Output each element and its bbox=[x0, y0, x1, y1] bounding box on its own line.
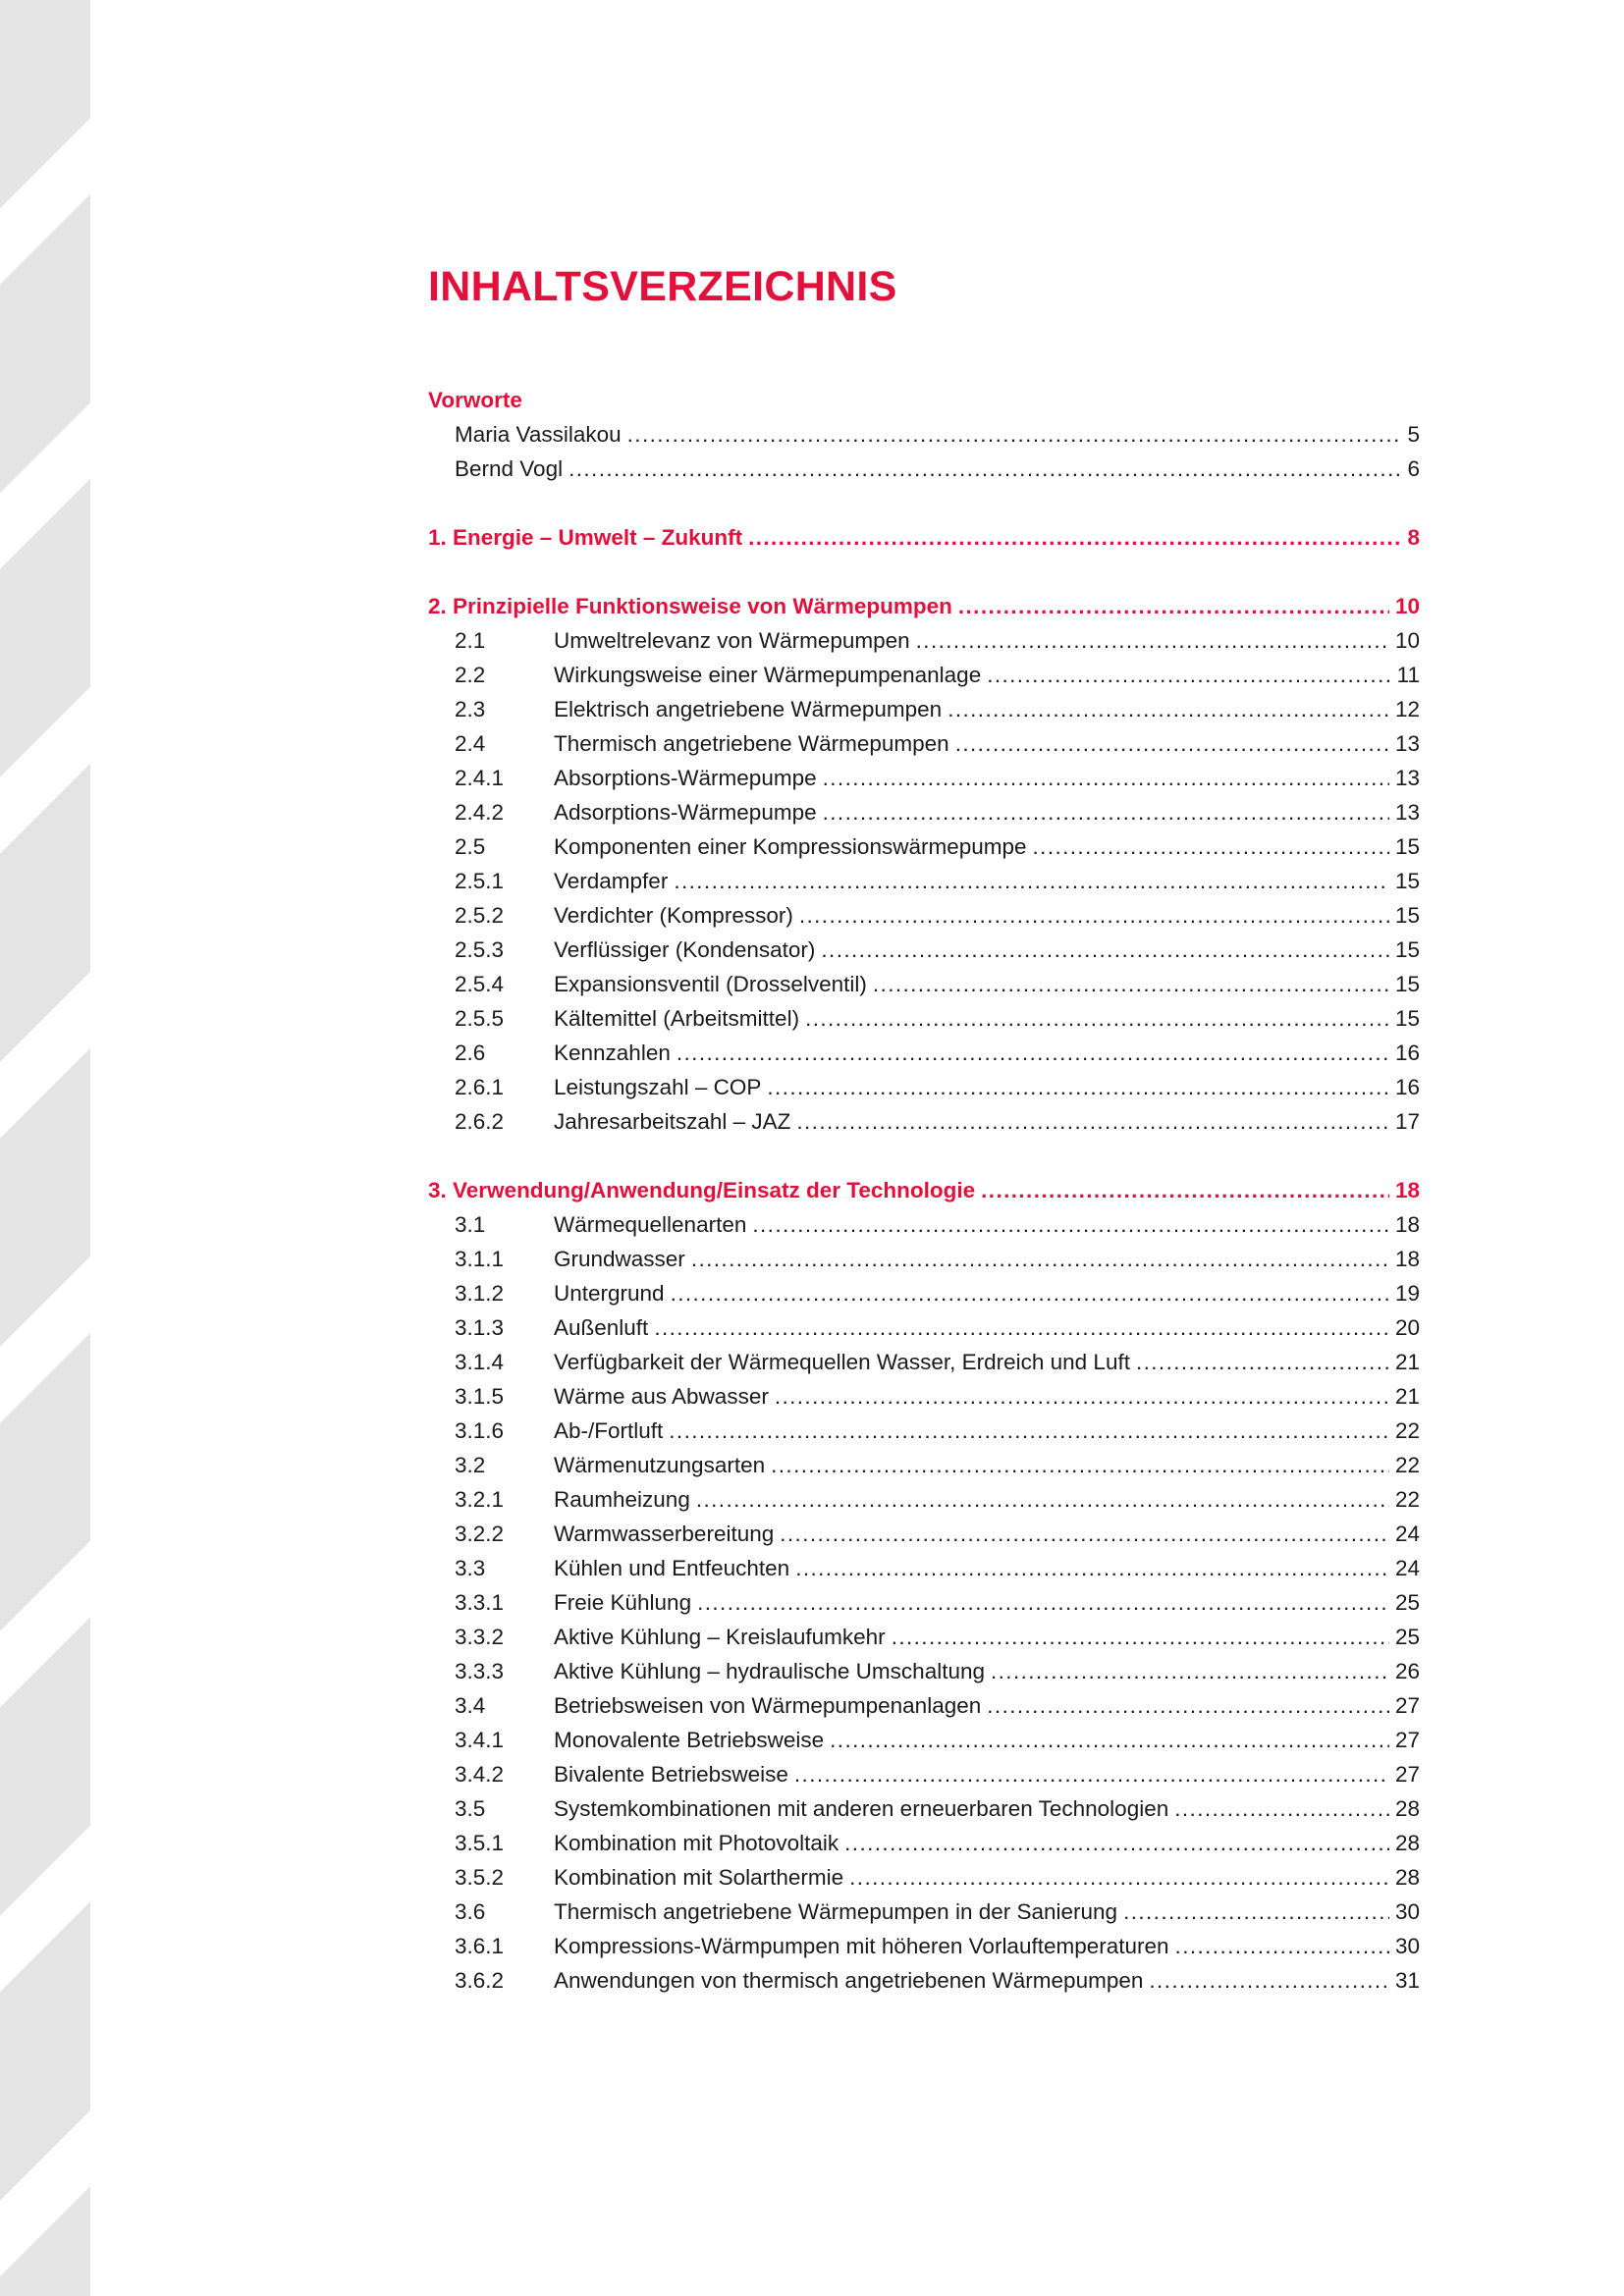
dot-leader bbox=[696, 1482, 1389, 1517]
toc-entry[interactable] bbox=[428, 1517, 1420, 1551]
dot-leader bbox=[823, 795, 1389, 829]
entry-number: 2.6 bbox=[455, 1041, 486, 1065]
entry-number: 2.4.2 bbox=[455, 800, 505, 825]
toc-entry[interactable] bbox=[428, 1276, 1420, 1310]
dot-leader bbox=[771, 1448, 1389, 1482]
toc-entry[interactable] bbox=[428, 1929, 1420, 1963]
entry-number: 2.5.5 bbox=[455, 1006, 505, 1031]
toc-entry[interactable] bbox=[428, 864, 1420, 898]
entry-label: Betriebsweisen von Wärmepumpenanlagen bbox=[554, 1693, 982, 1718]
dot-leader bbox=[671, 1276, 1389, 1310]
entry-number: 3.1 bbox=[455, 1212, 486, 1237]
entry-number: 3.6 bbox=[455, 1899, 486, 1924]
entry-label: Warmwasserbereitung bbox=[554, 1522, 775, 1546]
entry-number: 3.4.2 bbox=[455, 1762, 505, 1787]
entry-page-number: 28 bbox=[1394, 1831, 1420, 1855]
section-page-number: 8 bbox=[1407, 525, 1420, 550]
entry-page-number: 30 bbox=[1394, 1899, 1420, 1924]
entry-number: 3.6.1 bbox=[455, 1934, 505, 1958]
dot-leader bbox=[849, 1860, 1389, 1895]
entry-page-number: 13 bbox=[1394, 800, 1420, 825]
dot-leader bbox=[1136, 1345, 1389, 1379]
toc-entry[interactable] bbox=[428, 692, 1420, 726]
toc-entry[interactable] bbox=[428, 1723, 1420, 1757]
toc-entry[interactable] bbox=[428, 1207, 1420, 1242]
entry-page-number: 20 bbox=[1394, 1315, 1420, 1340]
entry-label: Komponenten einer Kompressionswärmepumpe bbox=[554, 834, 1027, 859]
section-page-number: 10 bbox=[1394, 594, 1420, 618]
entry-number: 2.3 bbox=[455, 697, 486, 721]
entry-label: Jahresarbeitszahl – JAZ bbox=[554, 1109, 791, 1134]
entry-page-number: 13 bbox=[1394, 731, 1420, 756]
dot-leader bbox=[677, 1036, 1389, 1070]
toc-entry-foreword[interactable] bbox=[428, 417, 1420, 452]
entry-label: Absorptions-Wärmepumpe bbox=[554, 766, 817, 790]
entry-page-number: 24 bbox=[1394, 1556, 1420, 1580]
toc-entry[interactable] bbox=[428, 898, 1420, 933]
entry-number: 2.1 bbox=[455, 628, 486, 653]
toc-entry[interactable] bbox=[428, 1036, 1420, 1070]
entry-label: Aktive Kühlung – hydraulische Umschaltung bbox=[554, 1659, 985, 1683]
entry-label: Adsorptions-Wärmepumpe bbox=[554, 800, 817, 825]
entry-number: 2.5 bbox=[455, 834, 486, 859]
toc-entry-foreword[interactable] bbox=[428, 452, 1420, 486]
entry-label: Expansionsventil (Drosselventil) bbox=[554, 972, 867, 996]
toc-entry[interactable] bbox=[428, 1070, 1420, 1104]
toc-section-heading[interactable] bbox=[428, 1173, 1420, 1207]
entry-page-number: 27 bbox=[1394, 1693, 1420, 1718]
entry-number: 3.2.1 bbox=[455, 1487, 505, 1512]
entry-page-number: 28 bbox=[1394, 1796, 1420, 1821]
entry-number: 3.1.1 bbox=[455, 1247, 505, 1271]
entry-number: 2.2 bbox=[455, 663, 486, 687]
entry-label: Kennzahlen bbox=[554, 1041, 671, 1065]
entry-page-number: 13 bbox=[1394, 766, 1420, 790]
entry-page-number: 27 bbox=[1394, 1728, 1420, 1752]
entry-number: 2.4.1 bbox=[455, 766, 505, 790]
entry-number: 2.5.2 bbox=[455, 903, 505, 928]
dot-leader bbox=[1174, 1791, 1389, 1826]
entry-label: Kombination mit Photovoltaik bbox=[554, 1831, 839, 1855]
entry-label: Verfügbarkeit der Wärmequellen Wasser, Erdreich und Luft bbox=[554, 1350, 1130, 1374]
toc-entry[interactable] bbox=[428, 623, 1420, 658]
table-of-contents bbox=[428, 383, 1420, 1998]
vorworte-list bbox=[428, 417, 1420, 486]
entry-label: Maria Vassilakou bbox=[455, 422, 622, 447]
dot-leader bbox=[991, 1654, 1389, 1688]
dot-leader bbox=[1123, 1895, 1389, 1929]
entry-label: Kombination mit Solarthermie bbox=[554, 1865, 844, 1890]
dot-leader bbox=[821, 933, 1389, 967]
entry-label: Wärme aus Abwasser bbox=[554, 1384, 769, 1409]
vorworte-heading-label: Vorworte bbox=[428, 388, 522, 412]
entry-label: Wirkungsweise einer Wärmepumpenanlage bbox=[554, 663, 982, 687]
vorworte-heading[interactable] bbox=[428, 383, 1420, 417]
dot-leader bbox=[873, 967, 1389, 1001]
entry-number: 2.6.2 bbox=[455, 1109, 505, 1134]
entry-label: Freie Kühlung bbox=[554, 1590, 692, 1615]
dot-leader bbox=[627, 417, 1400, 452]
entry-label: Außenluft bbox=[554, 1315, 649, 1340]
entry-label: Raumheizung bbox=[554, 1487, 690, 1512]
dot-leader bbox=[669, 1414, 1389, 1448]
entry-page-number: 18 bbox=[1394, 1212, 1420, 1237]
entry-number: 3.1.2 bbox=[455, 1281, 505, 1306]
toc-entry[interactable] bbox=[428, 1791, 1420, 1826]
entry-label: Elektrisch angetriebene Wärmepumpen bbox=[554, 697, 943, 721]
decorative-stripe-band bbox=[0, 0, 90, 2296]
entry-page-number: 15 bbox=[1394, 869, 1420, 893]
dot-leader bbox=[752, 1207, 1389, 1242]
entry-number: 3.6.2 bbox=[455, 1968, 505, 1993]
toc-entry[interactable] bbox=[428, 1757, 1420, 1791]
entry-number: 2.5.4 bbox=[455, 972, 505, 996]
entry-page-number: 12 bbox=[1394, 697, 1420, 721]
entry-label: Bivalente Betriebsweise bbox=[554, 1762, 788, 1787]
entry-page-number: 15 bbox=[1394, 903, 1420, 928]
toc-entry[interactable] bbox=[428, 1482, 1420, 1517]
toc-entry[interactable] bbox=[428, 829, 1420, 864]
entry-label: Thermisch angetriebene Wärmepumpen bbox=[554, 731, 949, 756]
entry-label: Kompressions-Wärmpumpen mit höheren Vorlauftemperaturen bbox=[554, 1934, 1169, 1958]
toc-entry[interactable] bbox=[428, 1895, 1420, 1929]
entry-page-number: 22 bbox=[1394, 1418, 1420, 1443]
entry-number: 2.4 bbox=[455, 731, 486, 756]
entry-page-number: 16 bbox=[1394, 1041, 1420, 1065]
toc-entry[interactable] bbox=[428, 1585, 1420, 1620]
entry-number: 3.5.2 bbox=[455, 1865, 505, 1890]
section-label: 2. Prinzipielle Funktionsweise von Wärmepumpen bbox=[428, 594, 952, 618]
entry-page-number: 25 bbox=[1394, 1590, 1420, 1615]
sections-list bbox=[428, 520, 1420, 1998]
entry-number: 3.5 bbox=[455, 1796, 486, 1821]
entry-label: Leistungszahl – COP bbox=[554, 1075, 762, 1099]
entry-number: 3.4.1 bbox=[455, 1728, 505, 1752]
dot-leader bbox=[799, 898, 1389, 933]
entry-number: 2.5.3 bbox=[455, 937, 505, 962]
toc-entry[interactable] bbox=[428, 726, 1420, 761]
dot-leader bbox=[823, 761, 1389, 795]
toc-entry[interactable] bbox=[428, 1414, 1420, 1448]
dot-leader bbox=[654, 1310, 1389, 1345]
toc-entry[interactable] bbox=[428, 1860, 1420, 1895]
entry-page-number: 30 bbox=[1394, 1934, 1420, 1958]
entry-page-number: 10 bbox=[1394, 628, 1420, 653]
dot-leader bbox=[805, 1001, 1389, 1036]
toc-entry[interactable] bbox=[428, 795, 1420, 829]
entry-number: 3.3.2 bbox=[455, 1625, 505, 1649]
entry-number: 3.3.1 bbox=[455, 1590, 505, 1615]
entry-label: Kältemittel (Arbeitsmittel) bbox=[554, 1006, 800, 1031]
entry-label: Umweltrelevanz von Wärmepumpen bbox=[554, 628, 910, 653]
toc-entry[interactable] bbox=[428, 1654, 1420, 1688]
dot-leader bbox=[1175, 1929, 1389, 1963]
entry-number: 3.5.1 bbox=[455, 1831, 505, 1855]
entry-page-number: 15 bbox=[1394, 972, 1420, 996]
entry-label: Wärmenutzungsarten bbox=[554, 1453, 766, 1477]
entry-page-number: 31 bbox=[1394, 1968, 1420, 1993]
dot-leader bbox=[767, 1070, 1389, 1104]
entry-label: Monovalente Betriebsweise bbox=[554, 1728, 825, 1752]
entry-page-number: 5 bbox=[1407, 422, 1420, 447]
entry-label: Kühlen und Entfeuchten bbox=[554, 1556, 790, 1580]
dot-leader bbox=[775, 1379, 1389, 1414]
dot-leader bbox=[947, 692, 1389, 726]
dot-leader bbox=[830, 1723, 1389, 1757]
dot-leader bbox=[1033, 829, 1389, 864]
dot-leader bbox=[795, 1551, 1389, 1585]
dot-leader bbox=[674, 864, 1389, 898]
entry-label: Thermisch angetriebene Wärmepumpen in der Sanierung bbox=[554, 1899, 1118, 1924]
dot-leader bbox=[697, 1585, 1389, 1620]
dot-leader bbox=[748, 520, 1400, 555]
entry-number: 3.3 bbox=[455, 1556, 486, 1580]
section-label: 1. Energie – Umwelt – Zukunft bbox=[428, 525, 743, 550]
entry-number: 2.6.1 bbox=[455, 1075, 505, 1099]
dot-leader bbox=[794, 1757, 1389, 1791]
entry-page-number: 19 bbox=[1394, 1281, 1420, 1306]
entry-page-number: 24 bbox=[1394, 1522, 1420, 1546]
entry-page-number: 22 bbox=[1394, 1453, 1420, 1477]
dot-leader bbox=[844, 1826, 1389, 1860]
entry-page-number: 15 bbox=[1394, 1006, 1420, 1031]
entry-page-number: 26 bbox=[1394, 1659, 1420, 1683]
entry-page-number: 28 bbox=[1394, 1865, 1420, 1890]
toc-entry[interactable] bbox=[428, 1963, 1420, 1998]
entry-page-number: 25 bbox=[1394, 1625, 1420, 1649]
entry-page-number: 18 bbox=[1394, 1247, 1420, 1271]
toc-entry[interactable] bbox=[428, 967, 1420, 1001]
entry-number: 3.4 bbox=[455, 1693, 486, 1718]
entry-label: Verdampfer bbox=[554, 869, 669, 893]
entry-number: 3.3.3 bbox=[455, 1659, 505, 1683]
entry-page-number: 21 bbox=[1394, 1350, 1420, 1374]
entry-page-number: 6 bbox=[1407, 456, 1420, 481]
entry-number: 3.1.5 bbox=[455, 1384, 505, 1409]
toc-entry[interactable] bbox=[428, 761, 1420, 795]
toc-section-heading[interactable] bbox=[428, 589, 1420, 623]
entry-label: Wärmequellenarten bbox=[554, 1212, 747, 1237]
entry-label: Ab-/Fortluft bbox=[554, 1418, 664, 1443]
entry-label: Untergrund bbox=[554, 1281, 665, 1306]
toc-entry[interactable] bbox=[428, 1242, 1420, 1276]
section-page-number: 18 bbox=[1394, 1178, 1420, 1202]
dot-leader bbox=[892, 1620, 1389, 1654]
entry-label: Verflüssiger (Kondensator) bbox=[554, 937, 816, 962]
entry-number: 3.1.4 bbox=[455, 1350, 505, 1374]
entry-page-number: 17 bbox=[1394, 1109, 1420, 1134]
section-label: 3. Verwendung/Anwendung/Einsatz der Technologie bbox=[428, 1178, 976, 1202]
entry-label: Bernd Vogl bbox=[455, 456, 564, 481]
entry-page-number: 15 bbox=[1394, 937, 1420, 962]
entry-page-number: 16 bbox=[1394, 1075, 1420, 1099]
dot-leader bbox=[916, 623, 1389, 658]
toc-entry[interactable] bbox=[428, 1826, 1420, 1860]
entry-page-number: 11 bbox=[1396, 663, 1420, 687]
toc-entry[interactable] bbox=[428, 1620, 1420, 1654]
entry-label: Verdichter (Kompressor) bbox=[554, 903, 793, 928]
dot-leader bbox=[568, 452, 1400, 486]
dot-leader bbox=[955, 726, 1389, 761]
toc-entry[interactable] bbox=[428, 1551, 1420, 1585]
toc-entry[interactable] bbox=[428, 1448, 1420, 1482]
dot-leader bbox=[780, 1517, 1389, 1551]
entry-label: Aktive Kühlung – Kreislaufumkehr bbox=[554, 1625, 886, 1649]
toc-entry[interactable] bbox=[428, 1104, 1420, 1139]
entry-number: 2.5.1 bbox=[455, 869, 505, 893]
dot-leader bbox=[958, 589, 1389, 623]
entry-number: 3.1.6 bbox=[455, 1418, 505, 1443]
dot-leader bbox=[987, 1688, 1389, 1723]
entry-number: 3.2 bbox=[455, 1453, 486, 1477]
toc-entry[interactable] bbox=[428, 1688, 1420, 1723]
entry-number: 3.1.3 bbox=[455, 1315, 505, 1340]
entry-label: Systemkombinationen mit anderen erneuerbaren Technologien bbox=[554, 1796, 1169, 1821]
page-title: INHALTSVERZEICHNIS bbox=[428, 263, 897, 310]
entry-page-number: 22 bbox=[1394, 1487, 1420, 1512]
toc-entry[interactable] bbox=[428, 933, 1420, 967]
dot-leader bbox=[796, 1104, 1389, 1139]
entry-page-number: 21 bbox=[1394, 1384, 1420, 1409]
toc-entry[interactable] bbox=[428, 1310, 1420, 1345]
toc-section-heading[interactable] bbox=[428, 520, 1420, 555]
toc-entry[interactable] bbox=[428, 1001, 1420, 1036]
entry-number: 3.2.2 bbox=[455, 1522, 505, 1546]
toc-entry[interactable] bbox=[428, 1379, 1420, 1414]
dot-leader bbox=[981, 1173, 1389, 1207]
entry-page-number: 27 bbox=[1394, 1762, 1420, 1787]
dot-leader bbox=[987, 658, 1390, 692]
entry-label: Anwendungen von thermisch angetriebenen Wärmepumpen bbox=[554, 1968, 1144, 1993]
toc-entry[interactable] bbox=[428, 1345, 1420, 1379]
dot-leader bbox=[1149, 1963, 1389, 1998]
dot-leader bbox=[691, 1242, 1389, 1276]
entry-label: Grundwasser bbox=[554, 1247, 685, 1271]
entry-page-number: 15 bbox=[1394, 834, 1420, 859]
toc-entry[interactable] bbox=[428, 658, 1420, 692]
